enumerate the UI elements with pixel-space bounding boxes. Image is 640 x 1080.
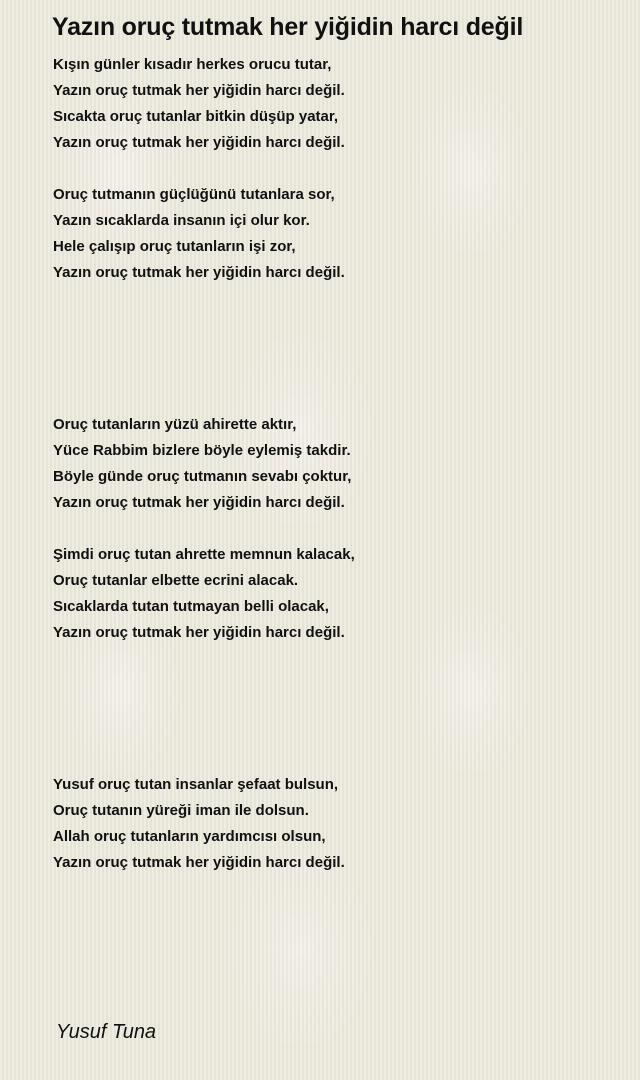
poem-line: Yazın oruç tutmak her yiğidin harcı değil. xyxy=(53,494,345,511)
poem-line: Kışın günler kısadır herkes orucu tutar, xyxy=(53,56,332,73)
poem-line: Yüce Rabbim bizlere böyle eylemiş takdir. xyxy=(53,442,351,459)
poem-line: Allah oruç tutanların yardımcısı olsun, xyxy=(53,828,326,845)
poem-line: Yazın oruç tutmak her yiğidin harcı değil. xyxy=(53,854,345,871)
poem-line: Böyle günde oruç tutmanın sevabı çoktur, xyxy=(53,468,352,485)
poem-line: Yazın oruç tutmak her yiğidin harcı değil. xyxy=(53,82,345,99)
poem-line: Hele çalışıp oruç tutanların işi zor, xyxy=(53,238,296,255)
poem-line: Sıcaklarda tutan tutmayan belli olacak, xyxy=(53,598,329,615)
stanza-4 xyxy=(53,542,355,646)
stanza-2 xyxy=(53,182,345,286)
author-name: Yusuf Tuna xyxy=(56,1021,157,1043)
poem-line: Yusuf oruç tutan insanlar şefaat bulsun, xyxy=(53,776,339,793)
poem-line: Oruç tutanlar elbette ecrini alacak. xyxy=(53,572,299,589)
poem-line: Oruç tutanların yüzü ahirette aktır, xyxy=(53,416,297,433)
poem-line: Şimdi oruç tutan ahrette memnun kalacak, xyxy=(53,546,355,563)
poem-line: Yazın sıcaklarda insanın içi olur kor. xyxy=(53,212,310,229)
stanza-3 xyxy=(53,412,351,516)
poem-line: Yazın oruç tutmak her yiğidin harcı değil. xyxy=(53,624,345,641)
poem-line: Oruç tutmanın güçlüğünü tutanlara sor, xyxy=(53,186,335,203)
poem-title: Yazın oruç tutmak her yiğidin harcı değil xyxy=(52,13,524,41)
stanza-5 xyxy=(53,772,345,876)
stanza-1 xyxy=(53,52,345,156)
poem-line: Yazın oruç tutmak her yiğidin harcı değil. xyxy=(53,134,345,151)
poem-line: Yazın oruç tutmak her yiğidin harcı değil. xyxy=(53,264,345,281)
poem-line: Oruç tutanın yüreği iman ile dolsun. xyxy=(53,802,309,819)
poem-line: Sıcakta oruç tutanlar bitkin düşüp yatar, xyxy=(53,108,339,125)
